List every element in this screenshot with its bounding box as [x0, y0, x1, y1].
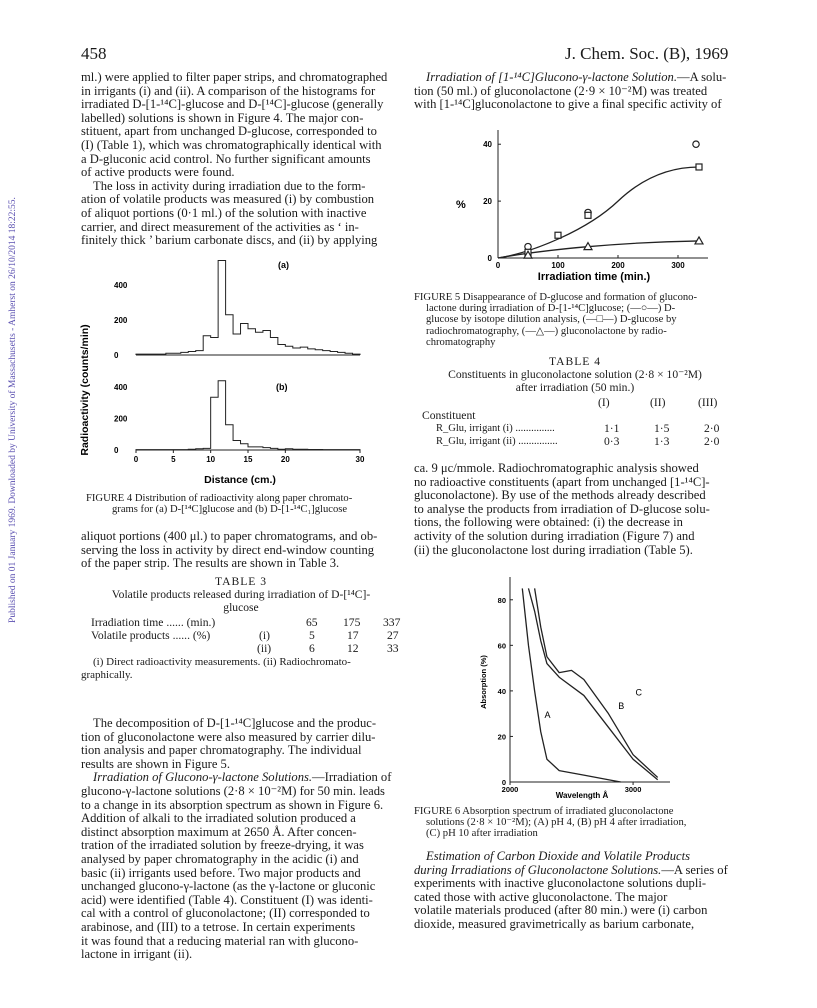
x-tick-label: 10 — [206, 455, 216, 464]
series-label-C: C — [635, 687, 643, 698]
x-tick-label: 5 — [171, 455, 176, 464]
download-notice: Published on 01 January 1969. Downloaded by University of Massachusetts - Amherst on 26/10/2014 18:22:55. — [8, 197, 18, 623]
table-row: R_Glu, irrigant (i) ............... 1·1 1·5 2·0 — [436, 422, 720, 436]
y-tick-label: 80 — [497, 595, 506, 605]
x-tick-label: 300 — [671, 261, 685, 270]
fig6-xlabel: Wavelength Å — [555, 791, 609, 800]
x-tick-label: 2000 — [501, 785, 519, 794]
panel-label: (a) — [278, 260, 289, 270]
left-paragraph-4: The decomposition of D-[1-¹⁴C]glucose and the produc- tion of gluconolactone were also measured by carrier dilu- tion analysis and paper chromatography. The individual results are shown in Figure 5. Irradiation of Glucono-γ-lactone Solutions.—Irradiation of glucono-γ-lactone solutions (2·8 × 10⁻²M) for 50 min. leads to a change in its absorption spectrum as shown in Figure 6. Addition of alkali to the irradiated solution produced a distinct absorption maximum at 2650 Å. After concen- tration of the irradiated solution by freeze-drying, it was analysed by paper chromatography in the acidic (i) and basic (ii) irrigants used before. Two major products and unchanged glucono-γ-lactone (as the γ-lactone or gluconic acid) were identified (Table 4). Constituent (I) was identi- cal with a control of gluconolactone; (II) corresponded to arabinose, and (III) to a tetrose. In certain experiments it was found that a reducing material ran with glucono- lactone in irrigant (ii). — [81, 716, 392, 962]
circle-point — [693, 141, 699, 147]
table-header-row: (I) (II) (III) — [598, 396, 718, 410]
square-point — [555, 232, 561, 238]
y-tick-label: 20 — [483, 197, 492, 207]
y-tick-label: 0 — [501, 778, 506, 787]
right-paragraph-3: Estimation of Carbon Dioxide and Volatile Products during Irradiations of Gluconolactone Solutions.—A series of experiments with inactive gluconolactone solutions dupli- cated those with active gluconolactone. The major volatile materials produced (after 80 min.) were (i) carbon dioxide, measured gravimetrically as barium carbonate, — [414, 849, 728, 931]
figure-6-spectrum — [470, 562, 710, 802]
left-paragraph-3: aliquot portions (400 μl.) to paper chromatograms, and ob- serving the loss in activity by direct end-window counting of the paper strip. The results are shown in Table 3. — [81, 529, 378, 571]
y-tick-label: 20 — [497, 732, 506, 742]
table-3-title: TABLE 3 — [214, 575, 268, 588]
series-label-B: B — [618, 701, 625, 712]
fig5-ylabel: % — [456, 199, 466, 211]
histogram-series — [136, 381, 360, 450]
y-tick-label: 60 — [497, 641, 506, 651]
y-tick-label: 400 — [114, 383, 128, 392]
spectrum-series-B — [528, 588, 657, 779]
spectrum-series-A — [522, 588, 620, 782]
right-paragraph-2: ca. 9 μc/mmole. Radiochromatographic analysis showed no radioactive constituents (apart from unchanged [1-¹⁴C]- gluconolactone). By use of the methods already described to analyse the products from irradiation of D-glucose solu- tions, the following were obtained: (i) the decrease in activity of the solution during irradiation (Figure 7) and (ii) the gluconolactone lost during irradiation (Table 5). — [414, 461, 710, 557]
x-tick-label: 100 — [551, 261, 565, 270]
figure-6-caption: FIGURE 6 Absorption spectrum of irradiated gluconolactone solutions (2·8 × 10⁻²M); (A) pH 4, (B) pH 4 after irradiation, (C) pH 10 after irradiation — [414, 806, 687, 840]
x-tick-label: 3000 — [624, 785, 642, 794]
left-paragraph-1: ml.) were applied to filter paper strips, and chromatographed in irrigants (i) and (ii). A comparison of the histograms for irradiated D-[1-¹⁴C]-glucose and D-[¹⁴C]-glucose (generally labelled) solutions is shown in Figure 4. The major con- stituent, apart from unchanged D-glucose, corresponded to (I) (Table 1), which was chromatographically identical with a D-gluconic acid control. No further significant amounts of active products were found. The loss in activity during irradiation due to the form- ation of volatile products was measured (i) by combustion of aliquot portions (0·1 ml.) of the solution with inactive carrier, and direct measurement of the activities as ‘ in- finitely thick ’ barium carbonate discs, and (ii) by applying — [81, 70, 388, 248]
y-tick-label: 0 — [114, 351, 119, 360]
right-paragraph-1: Irradiation of [1-¹⁴C]Glucono-γ-lactone Solution.—A solu- tion (50 ml.) of gluconolactone (2·9 × 10⁻²M) was treated with [1-¹⁴C]gluconolactone to give a final specific activity of — [414, 70, 727, 112]
spectrum-series-C — [535, 588, 658, 777]
figure-4-histogram — [78, 250, 398, 490]
y-tick-label: 0 — [114, 446, 119, 455]
figure-5-caption: FIGURE 5 Disappearance of D-glucose and formation of glucono- lactone during irradiation of D-[1-¹⁴C]glucose; (—○—) D- glucose by isotope dilution analysis, (—□—) D-glucose by radiochromatography, (—△—) gluconolactone by radio- chromatography — [414, 292, 698, 348]
fig4-xlabel: Distance (cm.) — [204, 474, 276, 486]
fig6-ylabel: Absorption (%) — [479, 655, 488, 709]
table-4: TABLE 4 Constituents in gluconolactone solution (2·8 × 10⁻²M) after irradiation (50 min.) (I) (II) (III) Constituent R_Glu, irrigant (i) ............... 1·1 1·5 2·0 R_Glu, irrigant (ii) ............... 0·3 1·3 2·0 — [414, 356, 736, 449]
figure-5-plot — [440, 118, 730, 288]
fig5-xlabel: Irradiation time (min.) — [537, 271, 651, 283]
y-tick-label: 40 — [483, 140, 492, 150]
table-4-title: TABLE 4 — [548, 355, 602, 368]
x-tick-label: 30 — [355, 455, 365, 464]
x-tick-label: 0 — [495, 261, 501, 270]
table-row: Volatile products ...... (%) (i) 5 17 27 — [91, 629, 399, 643]
y-tick-label: 200 — [114, 414, 128, 424]
x-tick-label: 200 — [611, 261, 625, 270]
y-tick-label: 40 — [497, 686, 506, 696]
fig4-ylabel: Radioactivity (counts/min) — [79, 324, 91, 456]
table-row: Irradiation time ...... (min.) 65 175 337 — [91, 616, 401, 630]
x-tick-label: 20 — [280, 455, 290, 464]
y-tick-label: 200 — [114, 316, 128, 325]
journal-header: J. Chem. Soc. (B), 1969 — [565, 44, 729, 63]
table-3: TABLE 3 Volatile products released during irradiation of D-[¹⁴C]- glucose Irradiation time ...... (min.) 65 175 337 Volatile products ...... (%) (i) 5 17 27 (ii) 6 12 33 (i) Direct radioactivity measurements. (ii) Radiochromato- graphically. — [81, 575, 401, 682]
y-tick-label: 400 — [114, 281, 128, 290]
figure-4-caption: FIGURE 4 Distribution of radioactivity along paper chromato- grams for (a) D-[¹⁴C]glucose and (b) D-[1-¹⁴C₁]glucose — [86, 493, 353, 516]
x-tick-label: 15 — [243, 455, 253, 464]
panel-label: (b) — [276, 382, 288, 392]
square-point — [585, 212, 591, 218]
x-tick-label: 0 — [133, 455, 139, 464]
table-row: R_Glu, irrigant (ii) ............... 0·3 1·3 2·0 — [436, 435, 720, 449]
square-point — [696, 164, 702, 170]
table-row: (ii) 6 12 33 — [257, 642, 399, 656]
histogram-series — [136, 261, 360, 356]
series-label-A: A — [544, 710, 551, 721]
page-number: 458 — [81, 44, 107, 63]
y-tick-label: 0 — [487, 254, 492, 263]
